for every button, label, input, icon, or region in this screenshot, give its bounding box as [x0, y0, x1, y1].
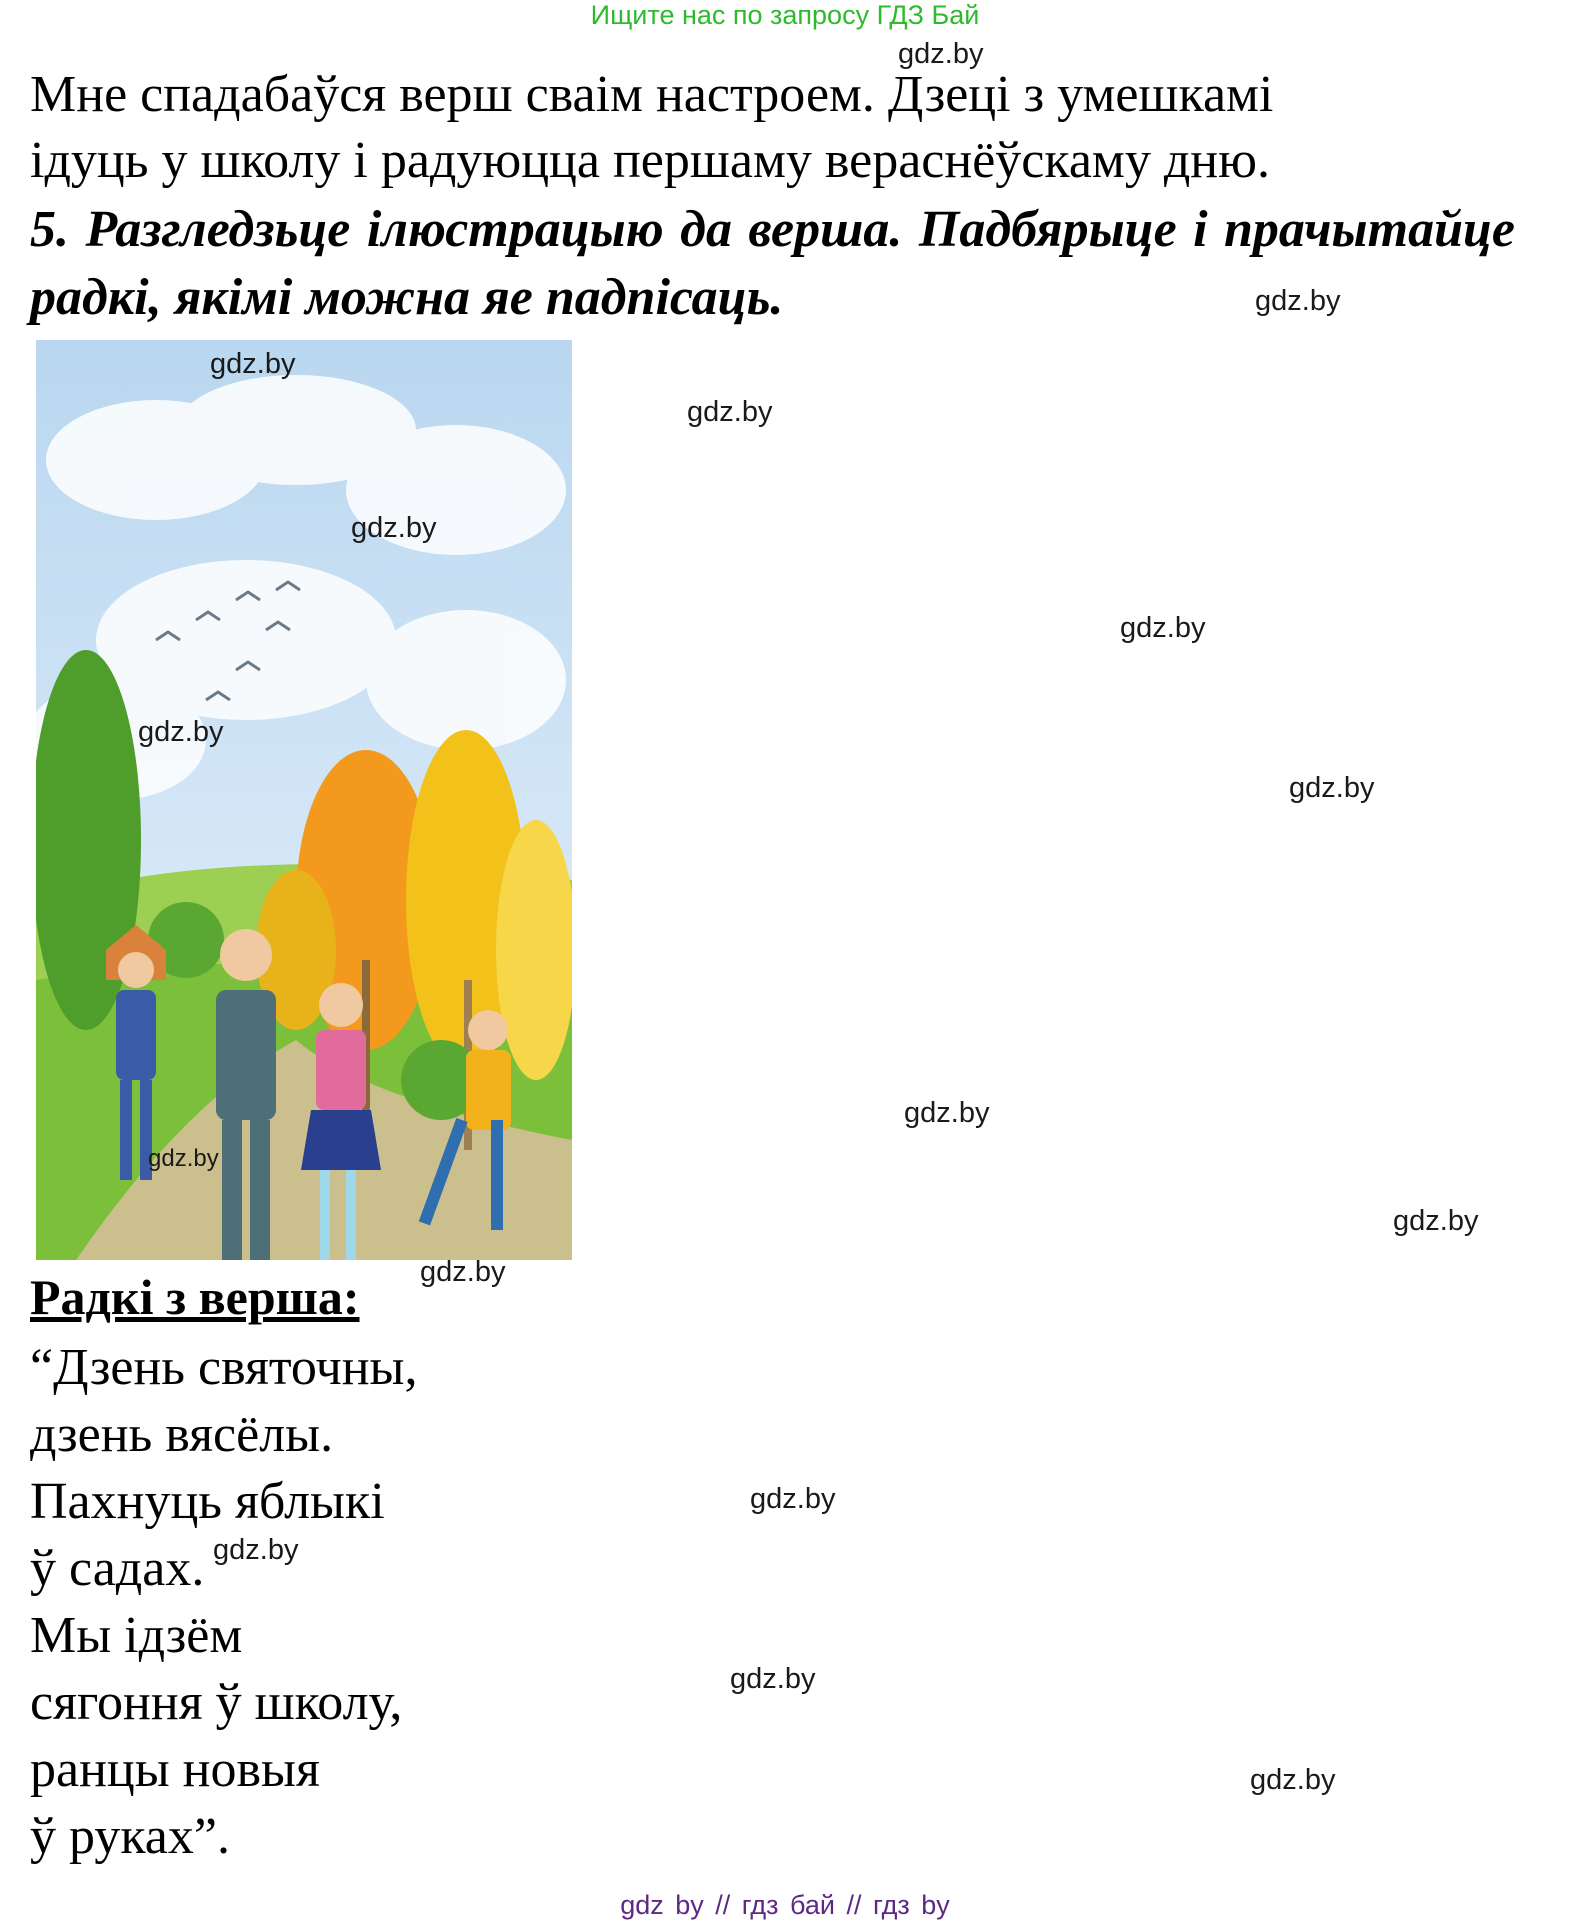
footer-links: gdz by // гдз бай // гдз by: [620, 1890, 950, 1920]
watermark: gdz.by: [420, 1256, 506, 1288]
poem-line: сягоння ў школу,: [30, 1674, 403, 1731]
watermark: gdz.by: [1120, 612, 1206, 644]
task-instruction: 5. Разгледзьце ілюстрацыю да верша. Падбярыце і прачытайце радкі, якімі можна яе падпісаць.: [30, 201, 1515, 326]
poem-heading: Радкі з верша:: [30, 1269, 360, 1325]
watermark: gdz.by: [1289, 772, 1375, 804]
poem-line: ранцы новыя: [30, 1741, 320, 1798]
watermark: gdz.by: [1250, 1764, 1336, 1796]
poem-line: Пахнуць яблыкі: [30, 1473, 385, 1530]
autumn-children-illustration: [36, 340, 572, 1260]
answer-line-2: ідуць у школу і радуюцца першаму вераснёўскаму дню.: [30, 132, 1270, 189]
watermark: gdz.by: [213, 1534, 299, 1566]
watermark: gdz.by: [898, 38, 984, 70]
top-banner: Ищите нас по запросу ГДЗ Бай: [590, 0, 980, 30]
watermark: gdz.by: [148, 1145, 219, 1172]
poem-line: дзень вясёлы.: [30, 1406, 334, 1463]
poem-line: ў садах.: [30, 1540, 205, 1597]
watermark: gdz.by: [1255, 285, 1341, 317]
watermark: gdz.by: [1393, 1205, 1479, 1237]
poem-line: ў руках”.: [30, 1808, 230, 1865]
watermark: gdz.by: [687, 396, 773, 428]
watermark: gdz.by: [904, 1097, 990, 1129]
watermark: gdz.by: [750, 1483, 836, 1515]
watermark: gdz.by: [351, 512, 437, 544]
watermark: gdz.by: [210, 348, 296, 380]
watermark: gdz.by: [138, 716, 224, 748]
answer-line-1: Мне спадабаўся верш сваім настроем. Дзеці з умешкамі: [30, 66, 1274, 123]
poem-line: “Дзень святочны,: [30, 1339, 418, 1396]
watermark: gdz.by: [730, 1663, 816, 1695]
poem-line: Мы ідзём: [30, 1607, 243, 1664]
